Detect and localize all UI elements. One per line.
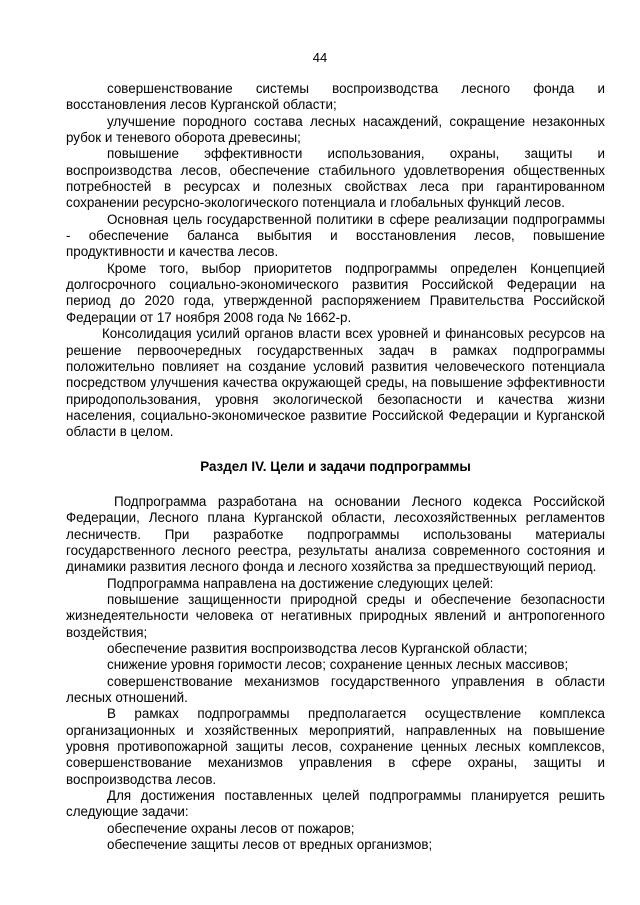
section-heading: Раздел IV. Цели и задачи подпрограммы (200, 458, 471, 474)
paragraph-consolidation: Консолидация усилий органов власти всех уровней и финансовых ресурсов на решение первоочередных государственных задач в рамках подпрограммы положительно повлияет на создание условий развития человеческого потенциала посредством улучшения качества окружающей среды, на повышение эффективности природопользования, уровня экологической безопасности и качества жизни населения, социально-экономическое развитие Российской Федерации и Курганской области в целом. (66, 326, 605, 440)
paragraph-goals-intro: Подпрограмма направлена на достижение следующих целей: (107, 575, 494, 591)
paragraph-forest-reproduction: совершенствование системы воспроизводства лесного фонда и восстановления лесов Курганской области; (66, 81, 605, 113)
paragraph-goal-protection: повышение защищенности природной среды и обеспечение безопасности жизнедеятельности человека от негативных природных явлений и антропогенного воздействия; (66, 591, 605, 640)
paragraph-species-composition: улучшение породного состава лесных насаждений, сокращение незаконных рубок и теневого оборота древесины; (66, 113, 605, 146)
paragraph-goal-management: совершенствование механизмов государственного управления в области лесных отношений. (66, 673, 605, 706)
paragraph-basis: Подпрограмма разработана на основании Лесного кодекса Российской Федерации, Лесного плана Курганской области, лесохозяйственных регламентов лесничеств. При разработке подпрограммы использованы материалы государственного лесного реестра, результаты анализа современного состояния и динамики развития лесного фонда и лесного хозяйства за предшествующий период. (66, 493, 605, 575)
paragraph-task-pests: обеспечение защиты лесов от вредных организмов; (107, 837, 433, 853)
paragraph-tasks-intro: Для достижения поставленных целей подпрограммы планируется решить следующие задачи: (66, 788, 605, 820)
paragraph-efficiency: повышение эффективности использования, охраны, защиты и воспроизводства лесов, обеспечение стабильного удовлетворения общественных потребностей в ресурсах и полезных свойствах леса при гарантированном сохранении ресурсно-экологического потенциала и глобальных функций лесов. (66, 146, 605, 211)
paragraph-goal-reproduction: обеспечение развития воспроизводства лесов Курганской области; (107, 641, 528, 656)
paragraph-goal-fire: снижение уровня горимости лесов; сохранение ценных лесных массивов; (107, 657, 569, 673)
paragraph-main-goal: Основная цель государственной политики в сфере реализации подпрограммы - обеспечение баланса выбытия и восстановления лесов, повышение продуктивности и качества лесов. (66, 211, 605, 260)
document-body (66, 81, 605, 853)
paragraph-concept-priorities: Кроме того, выбор приоритетов подпрограммы определен Концепцией долгосрочного социально-экономического развития Российской Федерации на период до 2020 года, утвержденной распоряжением Правительства Российской Федерации от 17 ноября 2008 года № 1662-р. (66, 260, 605, 325)
paragraph-measures: В рамках подпрограммы предполагается осуществление комплекса организационных и хозяйственных мероприятий, направленных на повышение уровня противопожарной защиты лесов, сохранение ценных лесных комплексов, совершенствование механизмов управления в сфере охраны, защиты и воспроизводства лесов. (66, 706, 605, 787)
paragraph-task-fire: обеспечение охраны лесов от пожаров; (107, 820, 355, 836)
page-number: 44 (312, 50, 328, 65)
